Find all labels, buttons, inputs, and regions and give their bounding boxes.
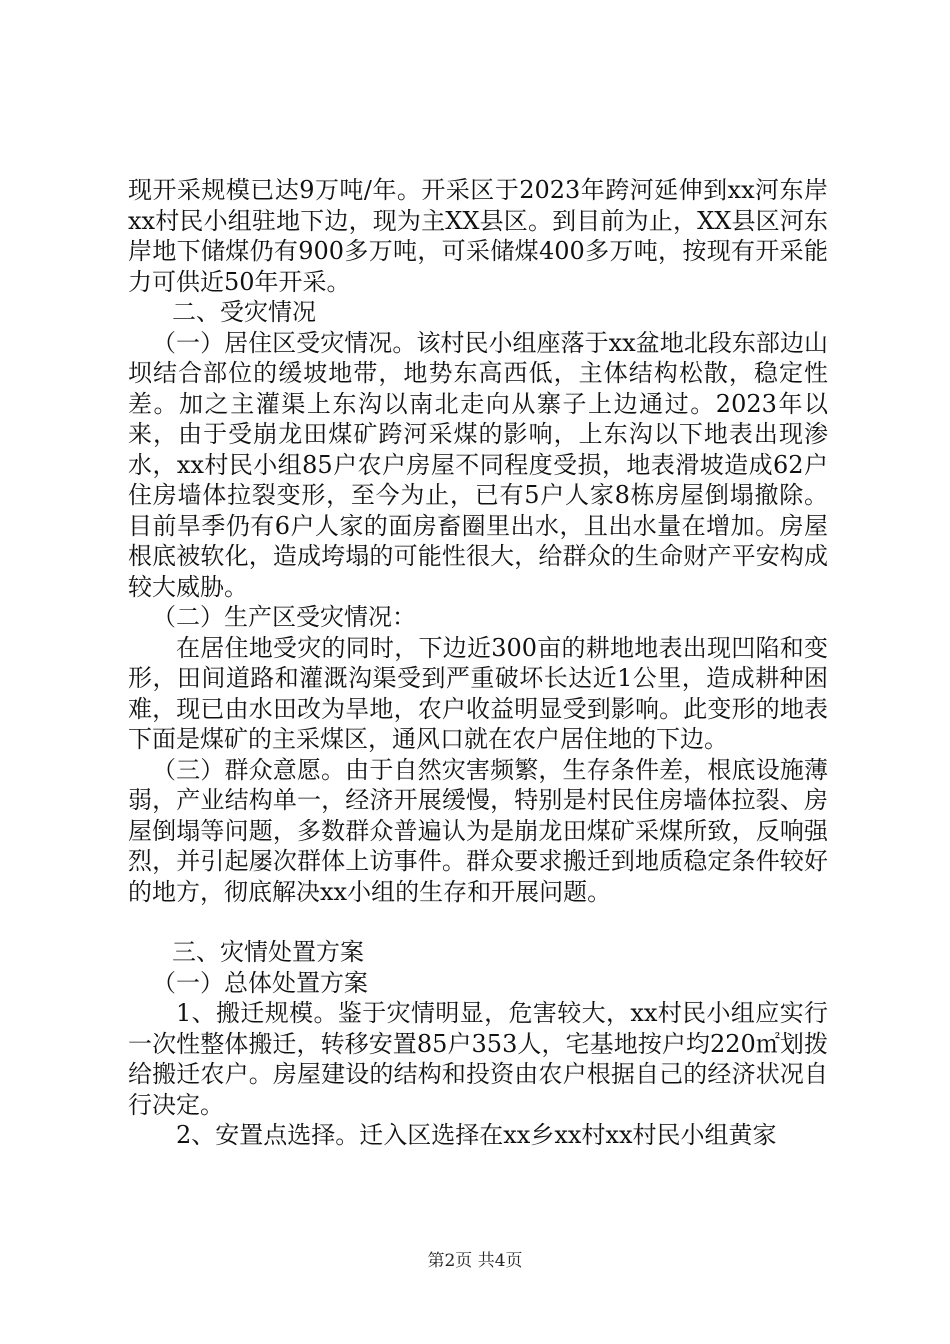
paragraph-public-wishes: （三）群众意愿。由于自然灾害频繁，生存条件差，根底设施薄弱，产业结构单一，经济开展缓慢，特别是村民住房墙体拉裂、房屋倒塌等问题，多数群众普遍认为是崩龙田煤矿采煤所致，反响强烈，并引起屡次群体上访事件。群众要求搬迁到地质稳定条件较好的地方，彻底解决xx小组的生存和开展问题。 — [128, 755, 828, 906]
page-footer: 第2页 共4页 — [427, 1251, 523, 1271]
section-heading-plan: 三、灾情处置方案 — [172, 938, 364, 966]
subheading-overall-plan: （一）总体处置方案 — [152, 968, 368, 997]
paragraph-site-selection: 2、安置点选择。迁入区选择在xx乡xx村xx村民小组黄家 — [176, 1121, 777, 1149]
paragraph-mining-scale: 现开采规模已达9万吨/年。开采区于2023年跨河延伸到xx河东岸xx村民小组驻地下边，现为主XX县区。到目前为止，XX县区河东岸地下储煤仍有900多万吨，可采储煤400多万吨，按现有开采能力可供近50年开采。 — [128, 176, 828, 296]
section-heading-disaster: 二、受灾情况 — [172, 298, 316, 326]
paragraph-spacer — [128, 907, 828, 937]
paragraph-residential-damage: （一）居住区受灾情况。该村民小组座落于xx盆地北段东部边山坝结合部位的缓坡地带，地势东高西低，主体结构松散，稳定性差。加之主灌渠上东沟以南北走向从寨子上边通过。2023年以来，由于受崩龙田煤矿跨河采煤的影响，上东沟以下地表出现渗水，xx村民小组85户农户房屋不同程度受损，地表滑坡造成62户住房墙体拉裂变形，至今为止，已有5户人家8栋房屋倒塌撤除。目前旱季仍有6户人家的面房畜圈里出水，且出水量在增加。房屋根底被软化，造成垮塌的可能性很大，给群众的生命财产平安构成较大威胁。 — [128, 328, 828, 601]
subheading-production-damage: （二）生产区受灾情况： — [152, 603, 416, 631]
document-body — [128, 175, 828, 1151]
paragraph-relocation-scale: 1、搬迁规模。鉴于灾情明显，危害较大，xx村民小组应实行一次性整体搬迁，转移安置85户353人，宅基地按户均220㎡划拨给搬迁农户。房屋建设的结构和投资由农户根据自己的经济状况自行决定。 — [128, 999, 828, 1119]
paragraph-production-damage: 在居住地受灾的同时，下边近300亩的耕地地表出现凹陷和变形，田间道路和灌溉沟渠受到严重破坏长达近1公里，造成耕种困难，现已由水田改为旱地，农户收益明显受到影响。此变形的地表下面是煤矿的主采煤区，通风口就在农户居住地的下边。 — [128, 633, 828, 753]
